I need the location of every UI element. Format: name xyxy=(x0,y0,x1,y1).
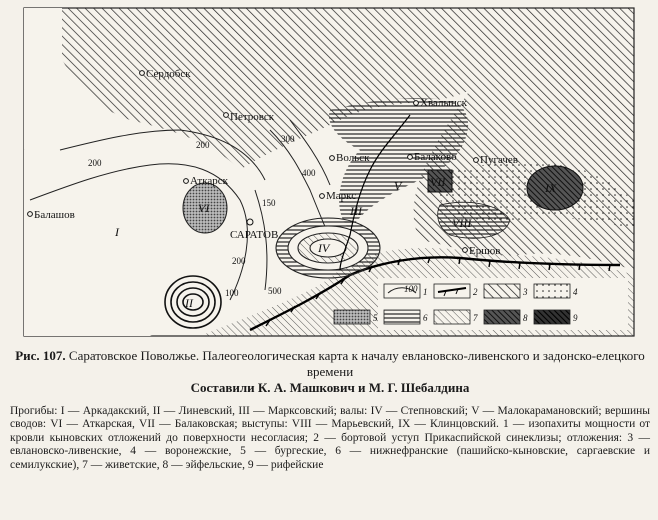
figure-caption xyxy=(10,348,650,396)
label-atkarsk: Аткарск xyxy=(190,175,228,187)
label-khvalynsk: Хвалынск xyxy=(420,97,467,109)
structure-label-II: II xyxy=(185,296,193,310)
label-volsk: Вольск xyxy=(336,152,370,164)
legend-num-7: 7 xyxy=(473,313,478,323)
legend-isopach-value: 100 xyxy=(404,284,418,294)
contour-label-500: 500 xyxy=(268,286,282,296)
contour-label-150: 150 xyxy=(262,198,276,208)
structure-label-IX: IX xyxy=(545,181,557,195)
label-petrovsk: Петровск xyxy=(230,111,275,123)
label-pugachev: Пугачев xyxy=(480,154,519,166)
legend-num-6: 6 xyxy=(423,313,428,323)
structure-label-V: V xyxy=(394,179,402,193)
legend-num-2: 2 xyxy=(473,287,478,297)
label-serdobsk: Сердобск xyxy=(146,68,191,80)
contour-label-200-west: 200 xyxy=(88,158,102,168)
contour-label-300: 300 xyxy=(281,134,295,144)
legend-explanation: Прогибы: I — Аркадакский, II — Линевский, III — Марксовский; валы: IV — Степновский; V — Малокарамановский; вершины сводов: VI — Аткарская, VII — Балаковская; выступы: VIII — Марьевский, IX — Клинцовский. 1 — изопахиты мощности от кровли кыновских отложений до поверхности несогласия; 2 — бортовой уступ Прикаспийской синеклизы; отложения: 3 — евлановско-ливенские, 4 — воронежские, 5 — бургеские, 6 — нижнефранские (пашийско-кыновские, саргаевские и семилукские), 7 — живетские, 8 — эйфельские, 9 — рифейские xyxy=(10,405,650,471)
map-legend xyxy=(334,278,628,330)
contour-label-200-north: 200 xyxy=(196,140,210,150)
legend-num-1: 1 xyxy=(423,287,428,297)
legend-num-9: 9 xyxy=(573,313,578,323)
structure-label-I: I xyxy=(115,225,119,239)
label-balashov: Балашов xyxy=(34,209,75,221)
structure-label-VII: VII xyxy=(430,175,446,189)
figure-authors: Составили К. А. Машкович и М. Г. Шебалдина xyxy=(190,380,470,395)
legend-num-4: 4 xyxy=(573,287,578,297)
structure-label-III: III xyxy=(350,204,362,218)
legend-num-8: 8 xyxy=(523,313,528,323)
structure-label-IV: IV xyxy=(318,241,330,255)
contour-label-200-south: 200 xyxy=(232,256,246,266)
label-balakovo: Балаково xyxy=(414,151,457,163)
label-saratov: САРАТОВ xyxy=(230,229,279,241)
structure-label-VIII: VIII xyxy=(452,216,472,230)
figure-number: Рис. 107. xyxy=(15,348,66,363)
figure-title: Саратовское Поволжье. Палеогеологическая карта к началу евлановско-ливенского и задонско-елецкого времени xyxy=(68,348,645,379)
label-ershov: Ершов xyxy=(469,245,501,257)
legend-num-5: 5 xyxy=(373,313,378,323)
label-marks: Маркс xyxy=(326,190,357,202)
contour-label-100: 100 xyxy=(225,288,239,298)
contour-label-400: 400 xyxy=(302,168,316,178)
structure-label-VI: VI xyxy=(198,201,210,215)
legend-num-3: 3 xyxy=(523,287,528,297)
